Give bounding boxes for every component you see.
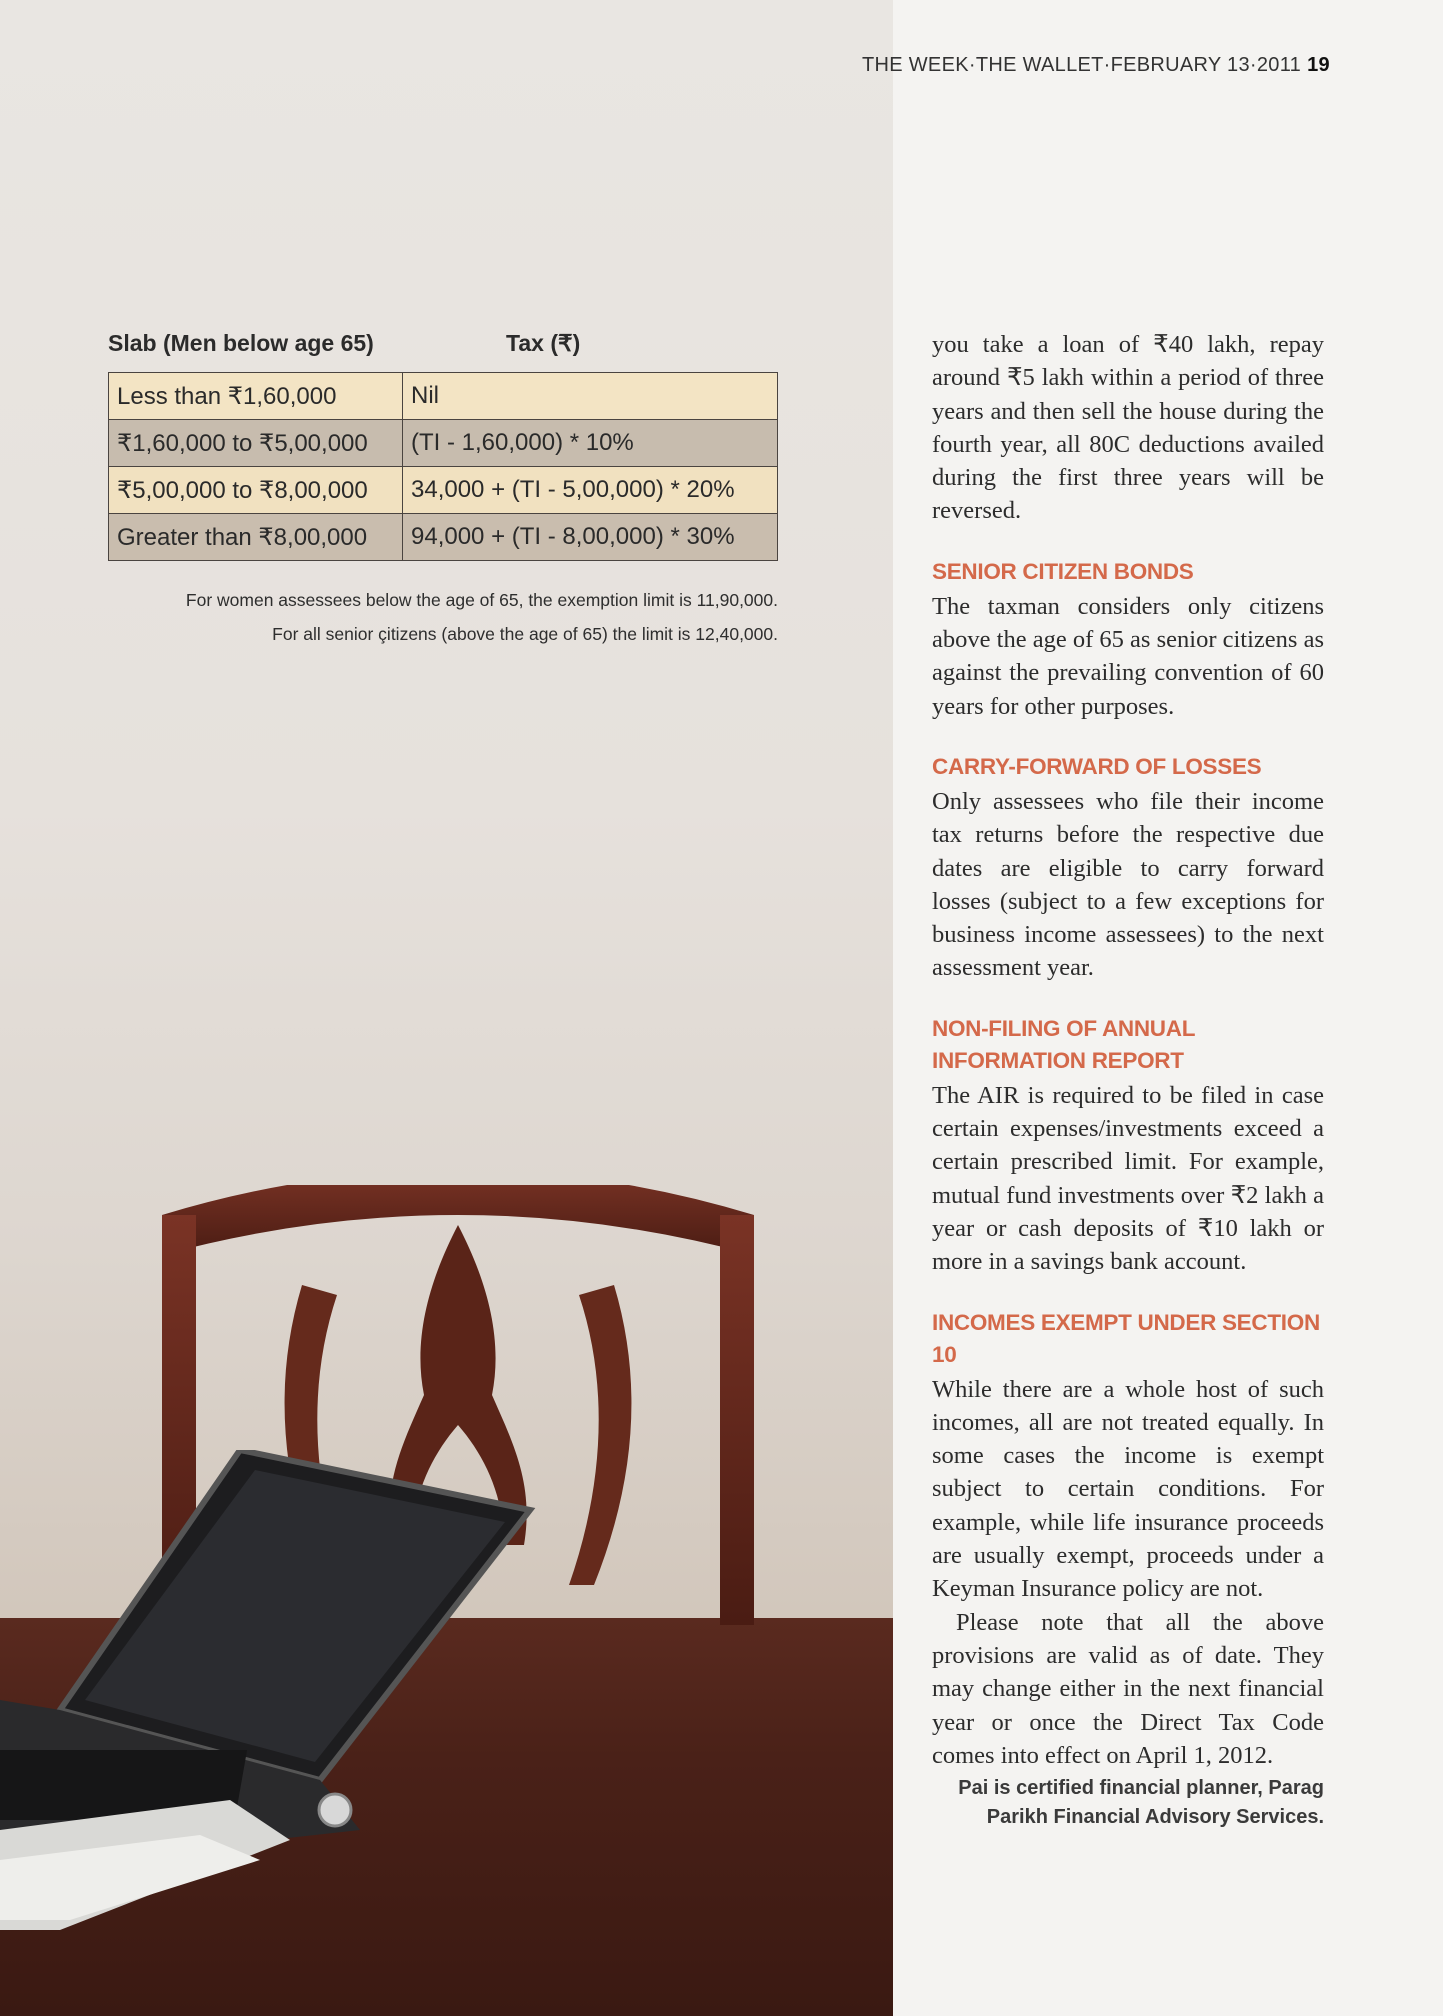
article-intro: you take a loan of ₹40 lakh, repay around ₹5 lakh within a period of three years and then sell the house during the fourth year, all 80C deductions availed during the first three years will be reversed. (932, 331, 1324, 525)
article-closing: Please note that all the above provisions are valid as of date. They may change either in the next financial year or once the Direct Tax Code comes into effect on April 1, 2012. (932, 1608, 1324, 1769)
table-row (109, 467, 778, 514)
page-number: 19 (1307, 54, 1330, 76)
table-row (109, 373, 778, 420)
table-header-slab: Slab (Men below age 65) (108, 330, 374, 356)
tax-cell: (TI - 1,60,000) * 10% (403, 420, 778, 467)
article-column (932, 328, 1324, 1832)
tax-slab-table (108, 372, 778, 561)
table-note-women: For women assessees below the age of 65, the exemption limit is 11,90,000. (185, 590, 778, 610)
laptop-stand-icon (0, 1800, 290, 1930)
section-body: The AIR is required to be filed in case certain expenses/investments exceed a certain prescribed limit. For example, mutual fund investments over ₹2 lakh a year or cash deposits of ₹10 lakh or more in a savings bank account. (932, 1081, 1324, 1276)
running-head-text: THE WEEK·THE WALLET·FEBRUARY 13·2011 (862, 54, 1302, 76)
table-header-tax: Tax (₹) (506, 330, 581, 356)
slab-cell: ₹5,00,000 to ₹8,00,000 (109, 467, 403, 514)
running-head (862, 54, 1330, 77)
tax-cell: 94,000 + (TI - 8,00,000) * 30% (403, 514, 778, 561)
section-heading: SENIOR CITIZEN BONDS (932, 558, 1194, 584)
tax-cell: Nil (403, 373, 778, 420)
table-row (109, 514, 778, 561)
section-heading: INCOMES EXEMPT UNDER SECTION 10 (932, 1309, 1320, 1367)
section-body: While there are a whole host of such incomes, all are not treated equally. In some cases the income is exempt subject to certain conditions. For example, while life insurance proceeds are usually exempt, proceeds under a Keyman Insurance policy are not. (932, 1375, 1324, 1603)
slab-cell: Less than ₹1,60,000 (109, 373, 403, 420)
section-body: Only assessees who file their income tax returns before the respective due dates are eligible to carry forward losses (subject to a few exceptions for business income assessees) to the next assessment year. (932, 787, 1324, 982)
section-body: The taxman considers only citizens above the age of 65 as senior citizens as against the prevailing convention of 60 years for other purposes. (932, 592, 1324, 720)
slab-cell: ₹1,60,000 to ₹5,00,000 (109, 420, 403, 467)
section-heading: NON-FILING OF ANNUAL INFORMATION REPORT (932, 1015, 1195, 1073)
section-heading: CARRY-FORWARD OF LOSSES (932, 753, 1262, 779)
author-credit: Pai is certified financial planner, Parag Parikh Financial Advisory Services. (958, 1777, 1324, 1829)
slab-cell: Greater than ₹8,00,000 (109, 514, 403, 561)
tax-cell: 34,000 + (TI - 5,00,000) * 20% (403, 467, 778, 514)
table-row (109, 420, 778, 467)
table-note-senior: For all senior çitizens (above the age of 65) the limit is 12,40,000. (272, 624, 778, 644)
